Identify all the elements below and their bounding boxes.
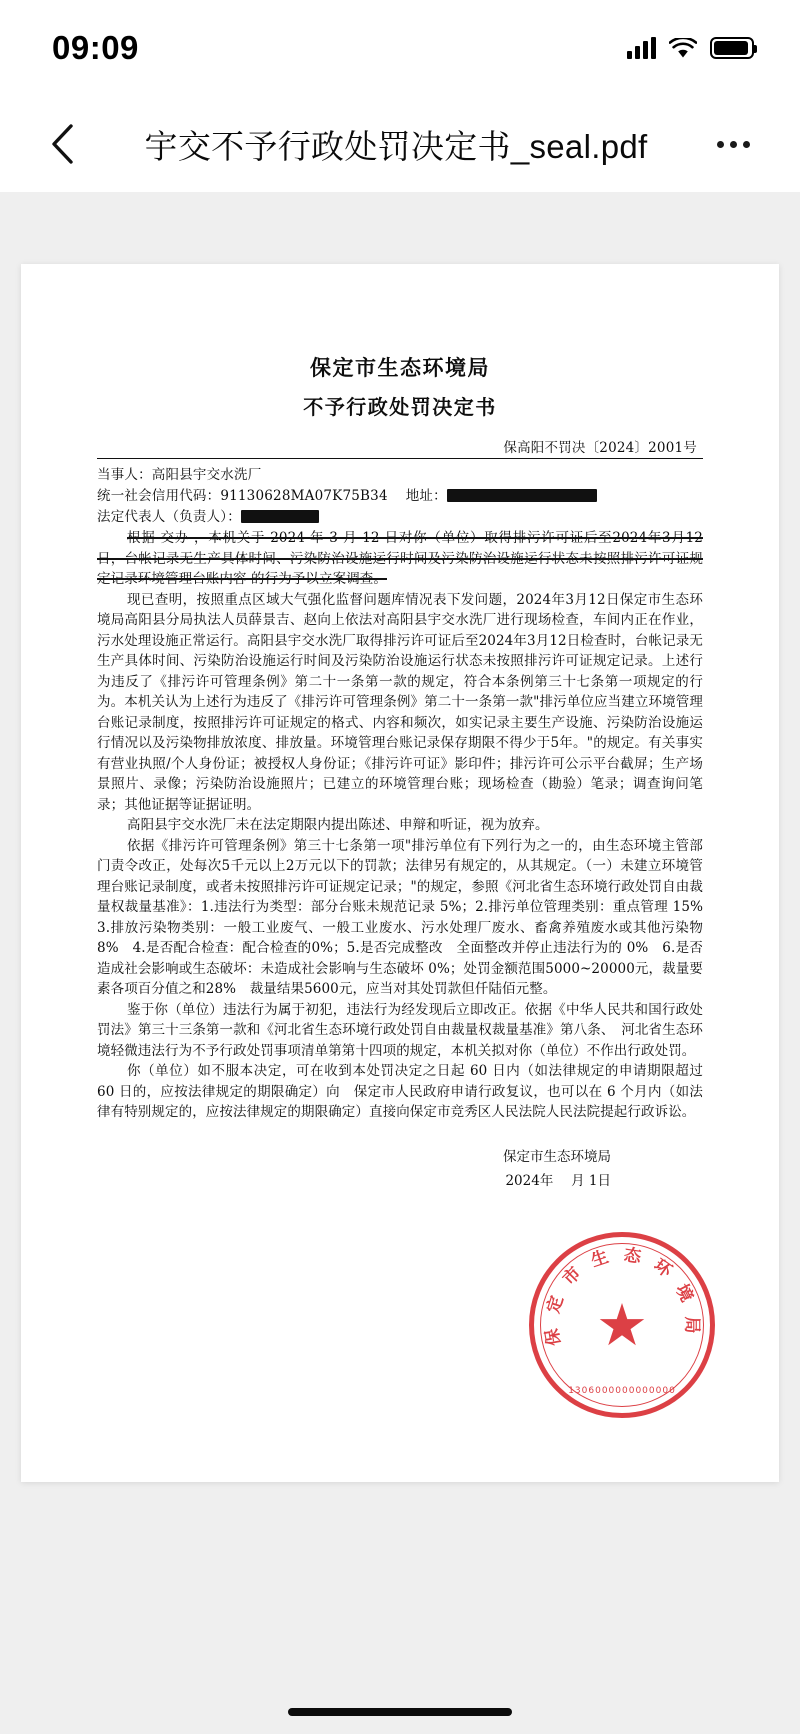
signature-date: 2024年 月 1日 bbox=[505, 1172, 611, 1189]
paragraph-3: 高阳县宇交水洗厂未在法定期限内提出陈述、申辩和听证，视为放弃。 bbox=[127, 817, 549, 833]
official-seal bbox=[529, 1232, 715, 1418]
pdf-viewer[interactable] bbox=[0, 192, 800, 1734]
document-title: 不予行政处罚决定书 bbox=[303, 395, 497, 419]
seal-star-icon: ★ bbox=[596, 1291, 648, 1359]
signature-organization: 保定市生态环境局 bbox=[503, 1148, 611, 1165]
cellular-signal-icon bbox=[627, 37, 656, 59]
paragraph-2: 现已查明，按照重点区域大气强化监督问题库情况表下发问题，2024年3月12日保定市生态环境局高阳县分局执法人员薛景吉、赵向上依法对高阳县宇交水洗厂进行现场检查，车间内正在作业，污水处理设施正常运行。高阳县宇交水洗厂取得排污许可证后至2024年3月12日检查时，台帐记录无生产具体时间、污染防治设施运行时间及污染防治设施运行状态未按照排污许可证规定记录。上述行为违反了《排污许可管理条例》第二十一条第一款的规定，符合本条例第三十七条第一项规定的行为。本机关认为上述行为违反了《排污许可管理条例》第二十一条第一款"排污单位应当建立环境管理台账记录制度，按照排污许可证规定的格式、内容和频次，如实记录主要生产设施、污染防治设施运行情况以及污染物排放浓度、排放量。环境管理台账记录保存期限不得少于5年。"的规定。有关事实有营业执照/个人身份证；被授权人身份证；《排污许可证》影印件；排污许可公示平台截屏；生产场景照片、录像；污染防治设施照片；已建立的环境管理台账；现场检查（勘验）笔录；调查询问笔录；其他证据等证据证明。 bbox=[97, 591, 703, 813]
credit-code-label: 统一社会信用代码： bbox=[97, 488, 221, 504]
document-organization: 保定市生态环境局 bbox=[310, 355, 490, 380]
seal-arc-char: 环 bbox=[649, 1255, 676, 1282]
status-bar-icons bbox=[627, 37, 754, 59]
address-label: 地址： bbox=[405, 488, 447, 504]
signature-block bbox=[97, 1145, 703, 1193]
credit-code-value: 91130628MA07K75B34 bbox=[220, 488, 388, 504]
status-bar bbox=[0, 0, 800, 96]
more-dot bbox=[717, 141, 724, 148]
document-number: 保高阳不罚决〔2024〕2001号 bbox=[503, 440, 697, 456]
seal-arc-char: 保 bbox=[542, 1326, 565, 1348]
paragraph-1: 根据 交办 ，本机关于 2024 年 3 月 12 日对你（单位）取得排污许可证后至2024年3月12日，台帐记录无生产具体时间、污染防治设施运行时间及污染防治设施运行状态未按照排污许可证规定记录环境管理台账内容 的行为予以立案调查。 bbox=[97, 530, 703, 587]
battery-icon bbox=[710, 37, 754, 59]
paragraph-6: 你（单位）如不服本决定，可在收到本处罚决定之日起 60 日内（如法律规定的申请期限超过 60 日的，应按法律规定的期限确定）向 保定市人民政府申请行政复议，也可以在 6 个月内（如法律有特别规定的，应按法律规定的期限确定）直接向保定市竞秀区人民法院人民法院提起行政诉讼。 bbox=[97, 1063, 703, 1120]
seal-arc-char: 市 bbox=[559, 1263, 586, 1290]
home-indicator bbox=[288, 1708, 512, 1716]
more-dot bbox=[743, 141, 750, 148]
page-title: 宇交不予行政处罚决定书_seal.pdf bbox=[144, 127, 648, 165]
chevron-left-icon bbox=[50, 123, 76, 165]
seal-code: 1306000000000000 bbox=[568, 1386, 676, 1396]
seal-arc-char: 局 bbox=[681, 1316, 702, 1334]
party-label: 当事人：高阳县宇交水洗厂 bbox=[97, 467, 262, 483]
party-line bbox=[97, 465, 703, 486]
paragraph-5: 鉴于你（单位）违法行为属于初犯，违法行为经发现后立即改正。依据《中华人民共和国行政处罚法》第三十三条第一款和《河北省生态环境行政处罚自由裁量权裁量基准》第八条、 河北省生态环境轻微违法行为不予行政处罚事项清单第第十四项的规定，本机关拟对你（单位）不作出行政处罚。 bbox=[97, 1001, 703, 1059]
legal-rep-line bbox=[97, 507, 703, 528]
redacted-address bbox=[447, 489, 597, 502]
more-options-button[interactable] bbox=[706, 121, 760, 167]
legal-rep-label: 法定代表人（负责人）： bbox=[97, 509, 241, 525]
more-dot bbox=[730, 141, 737, 148]
status-bar-time: 09:09 bbox=[52, 29, 139, 66]
redacted-legal-rep bbox=[241, 510, 319, 523]
credit-code-line bbox=[97, 486, 703, 507]
seal-arc-char: 态 bbox=[622, 1245, 643, 1268]
pdf-page bbox=[21, 264, 779, 1482]
seal-arc-char: 定 bbox=[543, 1293, 568, 1316]
paragraph-4: 依据《排污许可管理条例》第三十七条第一项"排污单位有下列行为之一的，由生态环境主管部门责令改正，处每次5千元以上2万元以下的罚款；法律另有规定的，从其规定。（一）未建立环境管理台账记录制度，或者未按照排污许可证规定记录；"的规定，参照《河北省生态环境行政处罚自由裁量权裁量基准》：1.违法行为类型：部分台账未规范记录 5%；2.排污单位管理类别：重点管理 15% 3.排放污染物类别：一般工业废气、一般工业废水、污水处理厂废水、畜禽养殖废水或其他污染物 8% 4.是否配合检查：配合检查的0%；5.是否完成整改 全面整改并停止违法行为的 0% 6.是否造成社会影响或生态破坏：未造成社会影响与生态破坏 0%；处罚金额范围5000~20000元，裁量要素各项百分值之和28% 裁量结果5600元，应当对其处罚款但仟陆佰元整。 bbox=[97, 837, 717, 997]
seal-arc-char: 境 bbox=[671, 1281, 697, 1306]
wifi-icon bbox=[669, 38, 697, 59]
header-divider bbox=[97, 458, 703, 459]
seal-arc-char: 生 bbox=[588, 1246, 612, 1272]
back-button[interactable] bbox=[40, 121, 86, 167]
navigation-bar bbox=[0, 96, 800, 192]
